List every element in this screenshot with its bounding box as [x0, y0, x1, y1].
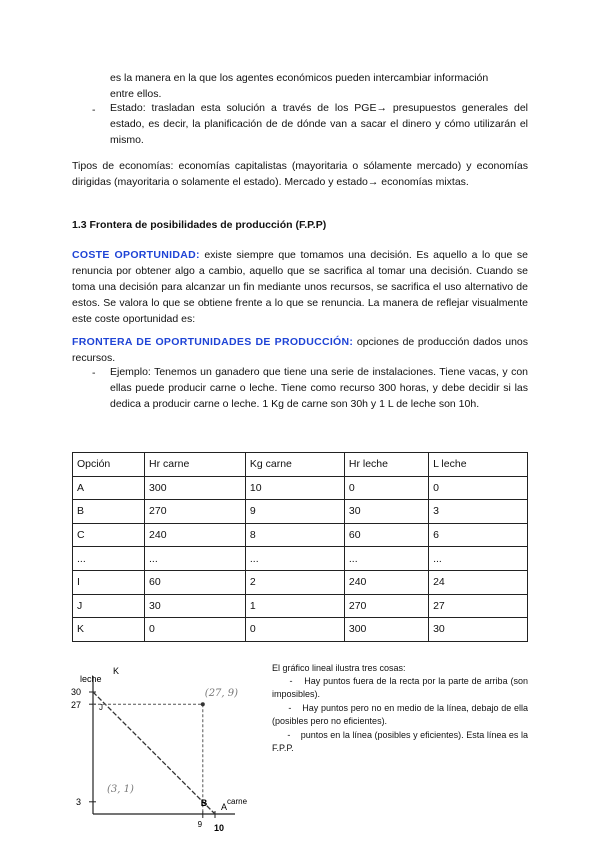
table-cell: 0 [245, 618, 344, 642]
table-cell: ... [245, 547, 344, 571]
table-cell: J [73, 594, 145, 618]
table-header-cell: Kg carne [245, 453, 344, 477]
list-cont-line1: es la manera en la que los agentes económicos pueden intercambiar información [110, 72, 489, 84]
table-cell: ... [73, 547, 145, 571]
point-label: A [221, 802, 228, 812]
note-text: Hay puntos fuera de la recta por la parte de arriba (son imposibles). [272, 676, 528, 699]
point-label: B [200, 797, 208, 808]
table-header-cell: Hr leche [344, 453, 428, 477]
table-cell: ... [145, 547, 246, 571]
x-axis-label: carne [227, 797, 248, 806]
handwritten-annotation: (3, 1) [107, 783, 134, 795]
coste-text: existe siempre que tomamos una decisión. Es aquello a lo que se renuncia por obtener algo a cambio, aquello que se sacrifica al tomar una decisión. Cuando se toma una decisión para alcanzar un fin mediante unos recursos, se sacrifica el uso alternativo de estos. Se valora lo que se obtiene frente a lo que se renuncia. La manera de reflejar visualmente este coste oportunidad es: [72, 249, 528, 325]
table-cell: B [73, 500, 145, 524]
table-row [73, 594, 528, 618]
table-cell: A [73, 476, 145, 500]
point-marker [201, 702, 205, 706]
table-row [73, 523, 528, 547]
bullet-dash: - [92, 367, 96, 379]
frontera-text: opciones de producción dados unos recursos. [72, 336, 528, 364]
table-header-cell: Opción [73, 453, 145, 477]
table-row [73, 547, 528, 571]
table-cell: 24 [429, 570, 528, 594]
table-cell: ... [344, 547, 428, 571]
y-tick-label: 3 [75, 796, 81, 807]
table-cell: 300 [344, 618, 428, 642]
table-cell: 27 [429, 594, 528, 618]
table-cell: I [73, 570, 145, 594]
bullet-dash: - [92, 104, 96, 116]
table-cell: 9 [245, 500, 344, 524]
table-cell: 0 [429, 476, 528, 500]
x-tick-label: 10 [213, 823, 225, 833]
table-cell: ... [429, 547, 528, 571]
table-cell: 2 [245, 570, 344, 594]
table-cell: 270 [344, 594, 428, 618]
table-cell: 0 [344, 476, 428, 500]
table-header-row [73, 453, 528, 477]
table-cell: 270 [145, 500, 246, 524]
estado-item: Estado: trasladan esta solución a través de los PGE→ presupuestos generales del estado, es decir, la planificación de de dónde van a sacar el dinero y cómo utilizarán el mismo. [110, 102, 528, 146]
note-item-1: - Hay puntos fuera de la recta por la parte de arriba (son imposibles). [272, 676, 528, 699]
y-tick-label: 30 [70, 687, 81, 697]
notes-intro: El gráfico lineal ilustra tres cosas: [272, 663, 406, 673]
table-cell: 240 [344, 570, 428, 594]
table-cell: 30 [429, 618, 528, 642]
table-header-cell: Hr carne [145, 453, 246, 477]
list-cont-line2: entre ellos. [110, 88, 162, 100]
x-tick-label: 9 [197, 820, 203, 829]
table-row [73, 618, 528, 642]
point-label: J [99, 703, 103, 713]
note-text: Hay puntos pero no en medio de la línea, debajo de ella (posibles pero no eficientes). [272, 703, 528, 726]
frontera-label: FRONTERA DE OPORTUNIDADES DE PRODUCCIÓN: [72, 336, 354, 348]
table-cell: 10 [245, 476, 344, 500]
coste-paragraph [72, 247, 528, 327]
table-cell: 1 [245, 594, 344, 618]
note-item-2: - Hay puntos pero no en medio de la línea, debajo de ella (posibles pero no eficientes). [272, 703, 528, 726]
handwritten-annotation: (27, 9) [204, 688, 239, 700]
table-row [73, 500, 528, 524]
coste-label: COSTE OPORTUNIDAD: [72, 249, 200, 261]
table-cell: 30 [145, 594, 246, 618]
y-tick-label: 27 [70, 700, 81, 711]
point-label: K [113, 666, 120, 676]
table-cell: 60 [344, 523, 428, 547]
section-heading: 1.3 Frontera de posibilidades de producción (F.P.P) [72, 219, 327, 231]
production-table [72, 452, 528, 642]
table-cell: 0 [145, 618, 246, 642]
table-header-cell: L leche [429, 453, 528, 477]
table-cell: 6 [429, 523, 528, 547]
table-cell: 300 [145, 476, 246, 500]
fpp-line [93, 692, 215, 814]
table-cell: 30 [344, 500, 428, 524]
table-cell: 240 [145, 523, 246, 547]
example-item: Ejemplo: Tenemos un ganadero que tiene una serie de instalaciones. Tiene vacas, y con ellas puede producir carne o leche. Tiene como recurso 300 horas, y debe decidir si las dedica a producir carne o leche. 1 Kg de carne son 30h y 1 L de leche son 10h. [110, 366, 528, 410]
table-row [73, 570, 528, 594]
table-cell: C [73, 523, 145, 547]
frontera-paragraph [72, 334, 528, 366]
table-cell: 60 [145, 570, 246, 594]
table-row [73, 476, 528, 500]
table-cell: K [73, 618, 145, 642]
note-text: puntos en la línea (posibles y eficientes). Esta línea es la F.P.P. [272, 730, 528, 753]
table-cell: 8 [245, 523, 344, 547]
note-item-3: - puntos en la línea (posibles y eficientes). Esta línea es la F.P.P. [272, 730, 528, 753]
fpp-chart [72, 662, 262, 834]
table-cell: 3 [429, 500, 528, 524]
y-axis-label: leche [80, 674, 102, 684]
tipos-paragraph: Tipos de economías: economías capitalistas (mayoritaria o sólamente mercado) y economías dirigidas (mayoritaria o solamente el estado). Mercado y estado→ economías mixtas. [72, 160, 528, 188]
